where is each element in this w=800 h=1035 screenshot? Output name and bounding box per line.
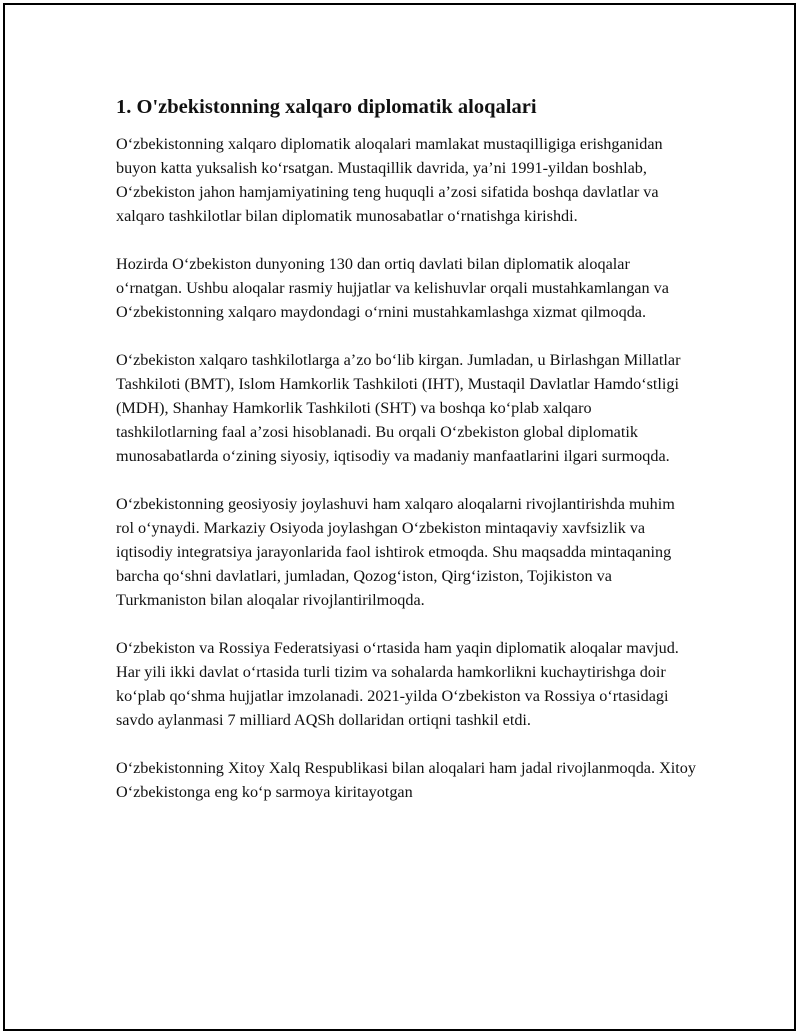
paragraph-5: O‘zbekiston va Rossiya Federatsiyasi o‘rtasida ham yaqin diplomatik aloqalar mavjud. Har yili ikki davlat o‘rtasida turli tizim va sohalarda hamkorlikni kuchaytirishga doir ko‘plab qo‘shma hujjatlar imzolanadi. 2021-yilda O‘zbekiston va Rossiya o‘rtasidagi savdo aylanmasi 7 milliard AQSh dollaridan ortiqni tashkil etdi. — [116, 639, 679, 729]
document-body — [116, 93, 696, 828]
paragraph-4: O‘zbekistonning geosiyosiy joylashuvi ham xalqaro aloqalarni rivojlantirishda muhim rol o‘ynaydi. Markaziy Osiyoda joylashgan O‘zbekiston mintaqaviy xavfsizlik va iqtisodiy integratsiya jarayonlarida faol ishtirok etmoqda. Shu maqsadda mintaqaning barcha qo‘shni davlatlari, jumladan, Qozog‘iston, Qirg‘iziston, Tojikiston va Turkmaniston bilan aloqalar rivojlantirilmoqda. — [116, 495, 675, 609]
paragraph-1: O‘zbekistonning xalqaro diplomatik aloqalari mamlakat mustaqilligiga erishganidan buyon katta yuksalish ko‘rsatgan. Mustaqillik davrida, ya’ni 1991-yildan boshlab, O‘zbekiston jahon hamjamiyatining teng huquqli a’zosi sifatida boshqa davlatlar va xalqaro tashkilotlar bilan diplomatik munosabatlar o‘rnatishga kirishdi. — [116, 135, 663, 225]
section-heading: 1. O'zbekistonning xalqaro diplomatik aloqalari — [116, 96, 537, 118]
paragraph-6: O‘zbekistonning Xitoy Xalq Respublikasi bilan aloqalari ham jadal rivojlanmoqda. Xitoy O‘zbekistonga eng ko‘p sarmoya kiritayotgan — [116, 759, 696, 801]
paragraph-2: Hozirda O‘zbekiston dunyoning 130 dan ortiq davlati bilan diplomatik aloqalar o‘rnatgan. Ushbu aloqalar rasmiy hujjatlar va kelishuvlar orqali mustahkamlangan va O‘zbekistonning xalqaro maydondagi o‘rnini mustahkamlashga xizmat qilmoqda. — [116, 255, 669, 321]
paragraph-3: O‘zbekiston xalqaro tashkilotlarga a’zo bo‘lib kirgan. Jumladan, u Birlashgan Millatlar Tashkiloti (BMT), Islom Hamkorlik Tashkiloti (IHT), Mustaqil Davlatlar Hamdo‘stligi (MDH), Shanhay Hamkorlik Tashkiloti (SHT) va boshqa ko‘plab xalqaro tashkilotlarning faal a’zosi hisoblanadi. Bu orqali O‘zbekiston global diplomatik munosabatlarda o‘zining siyosiy, iqtisodiy va madaniy manfaatlarini ilgari surmoqda. — [116, 351, 681, 465]
